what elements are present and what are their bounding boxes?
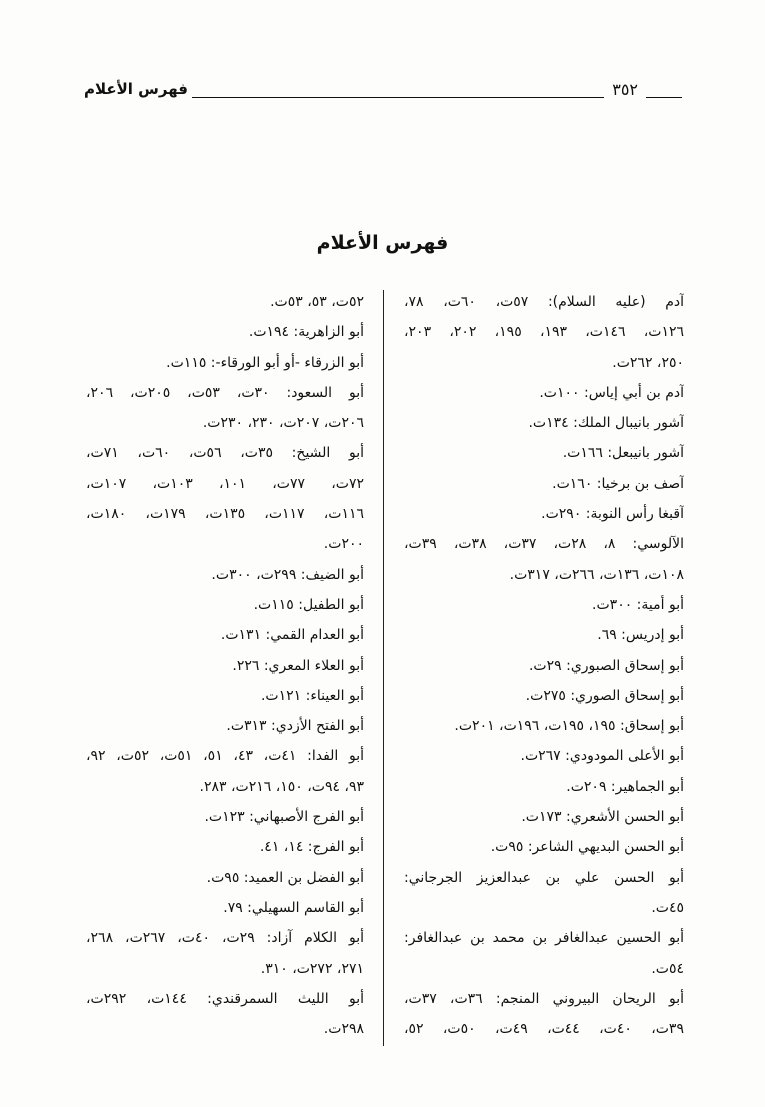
index-entry-line: أبو السعود: ٣٠ت، ٥٣ت، ٢٠٥ت، ٢٠٦،	[86, 384, 364, 401]
index-entry-line: آشور بانيبعل: ١٦٦ت.	[562, 445, 684, 462]
index-entry-line: ٩٣، ٩٤ت، ١٥٠، ٢١٦ت، ٢٨٣.	[199, 778, 364, 795]
index-entry-line: ٥٤ت.	[651, 960, 684, 977]
index-entry-line: أبو أمية: ٣٠٠ت.	[592, 596, 684, 613]
index-entry-line: آقبغا رأس النوبة: ٢٩٠ت.	[541, 506, 684, 523]
right-column	[404, 287, 684, 1044]
index-entry-line: أبو الزرقاء -أو أبو الورقاء-: ١١٥ت.	[166, 354, 364, 371]
index-entry-line: آدم (عليه السلام): ٥٧ت، ٦٠ت، ٧٨،	[404, 294, 684, 310]
index-entry-line: ٤٥ت.	[651, 899, 684, 916]
index-entry-line: ٢٥٠، ٢٦٢ت.	[612, 354, 684, 371]
index-entry-line: أبو الريحان البيروني المنجم: ٣٦ت، ٣٧ت،	[404, 990, 684, 1007]
index-entry-line: أبو إسحاق: ١٩٥، ١٩٥ت، ١٩٦ت، ٢٠١ت.	[454, 718, 684, 735]
index-entry-line: آشور بانيبال الملك: ١٣٤ت.	[528, 415, 684, 432]
left-column	[86, 287, 364, 1044]
index-entry-line: أبو الحسن علي بن عبدالعزيز الجرجاني:	[404, 869, 684, 886]
index-entry-line: أبو إسحاق الصبوري: ٢٩ت.	[528, 657, 684, 674]
page-number: ٣٥٢	[612, 80, 638, 99]
index-entry-line: ٢٧١، ٢٧٢ت، ٣١٠.	[260, 960, 364, 977]
index-entry-line: أبو الفرج الأصبهاني: ١٢٣ت.	[204, 809, 364, 826]
running-header	[84, 72, 682, 104]
index-entry-line: أبو الفتح الأزدي: ٣١٣ت.	[226, 718, 364, 735]
index-entry-line: ١٢٦ت، ١٤٦ت، ١٩٣، ١٩٥، ٢٠٢، ٢٠٣،	[404, 324, 684, 341]
index-entry-line: آصف بن برخيا: ١٦٠ت.	[552, 475, 684, 492]
index-entry-line: ٢٩٨ت.	[323, 1021, 364, 1038]
index-entry-line: أبو القاسم السهيلي: ٧٩.	[223, 899, 364, 916]
index-entry-line: ١١٦ت، ١١٧ت، ١٣٥ت، ١٧٩ت، ١٨٠ت،	[86, 506, 364, 523]
index-entry-line: أبو الكلام آزاد: ٢٩ت، ٤٠ت، ٢٦٧ت، ٢٦٨،	[86, 930, 364, 947]
index-entry-line: أبو الفدا: ٤١ت، ٤٣، ٥١، ٥١ت، ٥٢ت، ٩٢،	[86, 748, 364, 765]
index-entry-line: أبو إدريس: ٦٩.	[597, 627, 684, 644]
index-entry-line: أبو الفضل بن العميد: ٩٥ت.	[206, 869, 364, 886]
column-divider	[383, 290, 384, 1046]
index-entry-line: آدم بن أبي إياس: ١٠٠ت.	[539, 384, 684, 401]
header-rule	[192, 97, 604, 98]
index-entry-line: أبو الأعلى المودودي: ٢٦٧ت.	[520, 748, 684, 765]
index-entry-line: ٥٢ت، ٥٣، ٥٣ت.	[270, 294, 364, 310]
index-entry-line: أبو الجماهير: ٢٠٩ت.	[566, 778, 684, 795]
index-entry-line: أبو الليث السمرقندي: ١٤٤ت، ٢٩٢ت،	[86, 990, 364, 1007]
index-entry-line: ٢٠٦ت، ٢٠٧ت، ٢٣٠، ٢٣٠ت.	[202, 415, 364, 432]
index-entry-line: ١٠٨ت، ١٣٦ت، ٢٦٦ت، ٣١٧ت.	[509, 566, 684, 583]
index-entry-line: أبو العيناء: ١٢١ت.	[260, 687, 364, 704]
index-entry-line: أبو الضيف: ٢٩٩ت، ٣٠٠ت.	[211, 566, 364, 583]
index-entry-line: ٢٠٠ت.	[323, 536, 364, 553]
index-entry-line: أبو الفرج: ١٤، ٤١.	[259, 839, 364, 856]
index-entry-line: أبو الطفيل: ١١٥ت.	[253, 596, 364, 613]
index-entry-line: أبو العدام القمي: ١٣١ت.	[220, 627, 364, 644]
index-entry-line: أبو الزاهرية: ١٩٤ت.	[248, 324, 364, 341]
page-title: فهرس الأعلام	[316, 232, 449, 254]
index-entry-line: أبو الحسن البديهي الشاعر: ٩٥ت.	[490, 839, 684, 856]
header-short-rule	[646, 97, 682, 98]
index-entry-line: أبو الحسن الأشعري: ١٧٣ت.	[521, 809, 684, 826]
index-entry-line: أبو الحسين عبدالغافر بن محمد بن عبدالغافر:	[404, 930, 684, 947]
index-entry-line: ٧٢ت، ٧٧ت، ١٠١، ١٠٣ت، ١٠٧ت،	[86, 475, 364, 492]
running-header-title: فهرس الأعلام	[84, 80, 188, 98]
index-entry-line: أبو العلاء المعري: ٢٢٦.	[232, 657, 364, 674]
index-entry-line: ٣٩ت، ٤٠ت، ٤٤ت، ٤٩ت، ٥٠ت، ٥٢،	[404, 1021, 684, 1038]
index-entry-line: الآلوسي: ٨، ٢٨ت، ٣٧ت، ٣٨ت، ٣٩ت،	[404, 536, 684, 553]
index-entry-line: أبو إسحاق الصوري: ٢٧٥ت.	[525, 687, 684, 704]
index-entry-line: أبو الشيخ: ٣٥ت، ٥٦ت، ٦٠ت، ٧١ت،	[86, 445, 364, 462]
